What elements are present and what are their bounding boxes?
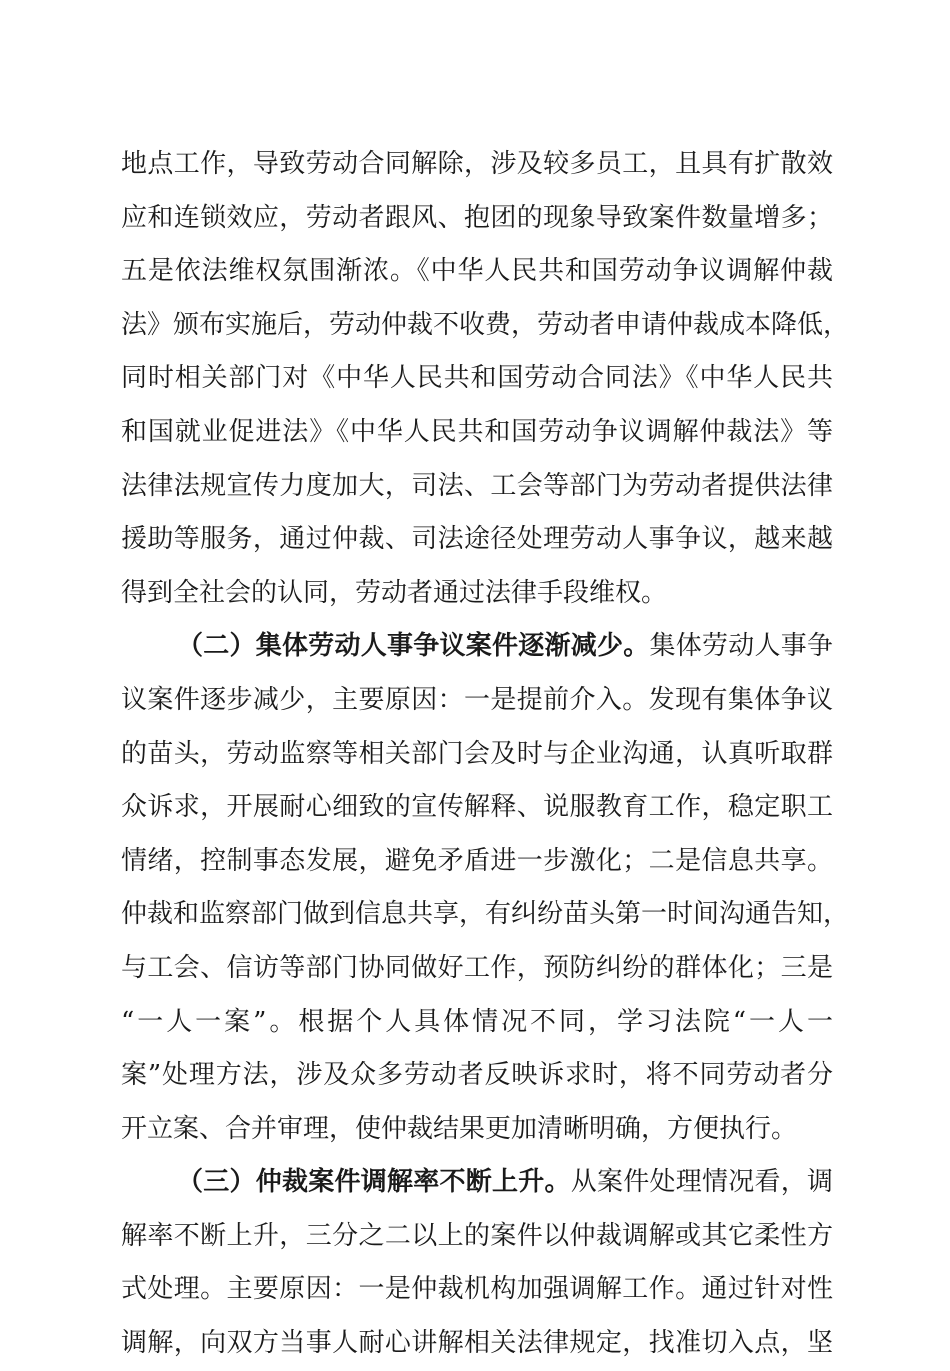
line-text: 五是依法维权氛围渐浓。《中华人民共和国劳动争议调解仲裁 <box>121 256 833 287</box>
paragraph-line <box>121 781 833 835</box>
line-text: 法》颁布实施后，劳动仲裁不收费，劳动者申请仲裁成本降低， <box>121 309 850 340</box>
line-text: 援助等服务，通过仲裁、司法途径处理劳动人事争议，越来越 <box>121 524 833 555</box>
line-text: 众诉求，开展耐心细致的宣传解释、说服教育工作，稳定职工 <box>121 792 833 823</box>
section-heading: （三）仲裁案件调解率不断上升。 <box>177 1167 571 1198</box>
line-text: 与工会、信访等部门协同做好工作，预防纠纷的群体化；三是 <box>121 952 833 983</box>
line-text: 解率不断上升，三分之二以上的案件以仲裁调解或其它柔性方 <box>121 1220 833 1251</box>
line-text: 从案件处理情况看，调 <box>570 1167 833 1198</box>
section-heading-line <box>121 1156 833 1210</box>
paragraph-line <box>121 138 833 192</box>
line-text: 案”处理方法，涉及众多劳动者反映诉求时，将不同劳动者分 <box>121 1060 833 1091</box>
line-text: “一人一案”。根据个人具体情况不同，学习法院“一人一 <box>121 1006 833 1037</box>
paragraph-line <box>121 406 833 460</box>
paragraph-line <box>121 1263 833 1317</box>
paragraph-line <box>121 888 850 942</box>
paragraph-line <box>121 567 833 621</box>
line-text: 情绪，控制事态发展，避免矛盾进一步激化；二是信息共享。 <box>121 845 833 876</box>
line-text: 应和连锁效应，劳动者跟风、抱团的现象导致案件数量增多； <box>121 202 833 233</box>
paragraph-line <box>121 728 833 782</box>
line-text: 的苗头，劳动监察等相关部门会及时与企业沟通，认真听取群 <box>121 738 833 769</box>
paragraph-line <box>121 835 833 889</box>
paragraph-line <box>121 513 833 567</box>
line-text: 式处理。主要原因：一是仲裁机构加强调解工作。通过针对性 <box>121 1274 833 1305</box>
line-text: 仲裁和监察部门做到信息共享，有纠纷苗头第一时间沟通告知， <box>121 899 850 930</box>
line-text: 议案件逐步减少，主要原因：一是提前介入。发现有集体争议 <box>121 684 833 715</box>
paragraph-line <box>121 245 833 299</box>
section-heading: （二）集体劳动人事争议案件逐渐减少。 <box>177 631 650 662</box>
paragraph-line <box>121 1049 833 1103</box>
paragraph-line <box>121 192 833 246</box>
paragraph-line <box>121 460 833 514</box>
body-text <box>121 138 850 1371</box>
paragraph-line <box>121 1210 833 1264</box>
paragraph-line <box>121 996 833 1050</box>
section-heading-line <box>121 620 833 674</box>
line-text: 地点工作，导致劳动合同解除，涉及较多员工，且具有扩散效 <box>121 149 833 179</box>
paragraph-line <box>121 1103 833 1157</box>
line-text: 法律法规宣传力度加大，司法、工会等部门为劳动者提供法律 <box>121 470 833 501</box>
line-text: 调解，向双方当事人耐心讲解相关法律规定，找准切入点，坚 <box>121 1328 833 1359</box>
line-text: 得到全社会的认同，劳动者通过法律手段维权。 <box>121 577 668 608</box>
line-text: 开立案、合并审理，使仲裁结果更加清晰明确，方便执行。 <box>121 1113 798 1144</box>
line-text: 集体劳动人事争 <box>649 631 833 662</box>
paragraph-line <box>121 674 833 728</box>
line-text: 和国就业促进法》《中华人民共和国劳动争议调解仲裁法》等 <box>121 416 833 447</box>
line-text: 同时相关部门对《中华人民共和国劳动合同法》《中华人民共 <box>121 363 833 394</box>
paragraph-line <box>121 942 833 996</box>
paragraph-line <box>121 299 850 353</box>
paragraph-line <box>121 352 833 406</box>
